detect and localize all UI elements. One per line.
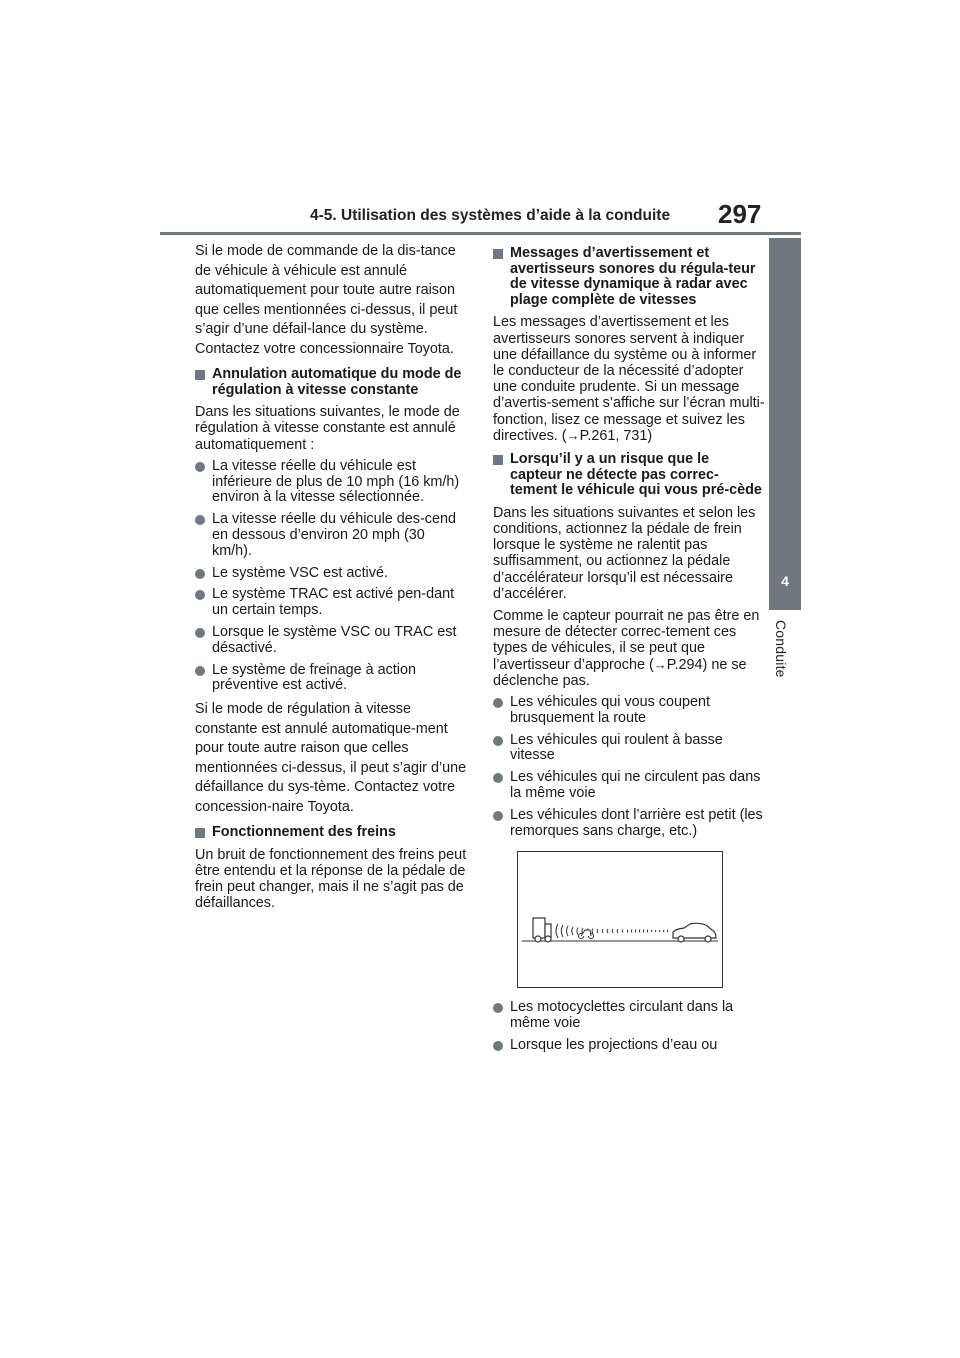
subsection-title: Fonctionnement des freins [212, 824, 396, 841]
bullet-icon [493, 1041, 503, 1051]
section-title: 4-5. Utilisation des systèmes d’aide à la conduite [310, 207, 671, 224]
chapter-number: 4 [781, 573, 789, 589]
list-item [493, 770, 765, 802]
list-item [493, 733, 765, 765]
paragraph: Dans les situations suivantes, le mode de régulation à vitesse constante est annulé automatiquement : [195, 404, 460, 453]
square-bullet-icon [195, 370, 205, 380]
square-bullet-icon [493, 455, 503, 465]
list-item [493, 1000, 765, 1032]
sensor-illustration [517, 851, 723, 988]
paragraph: Dans les situations suivantes et selon les conditions, actionnez la pédale de frein lorsque le système ne ralentit pas suffisamment, ou actionnez la pédale d’accélérateur lorsqu’il est nécessaire d’accélérer. [493, 504, 756, 602]
square-bullet-icon [195, 828, 205, 838]
truck-icon [533, 918, 551, 942]
list-item-text: Les véhicules dont l’arrière est petit (les remorques sans charge, etc.) [510, 806, 763, 839]
bullet-icon [493, 811, 503, 821]
paragraph-text: Comme le capteur pourrait ne pas être en mesure de détecter correc-tement ces types de véhicules, il se peut que l’avertisseur d’approche ( [493, 608, 760, 673]
list-item-text: Les véhicules qui roulent à basse vitesse [510, 731, 723, 764]
bullet-icon [195, 590, 205, 600]
bullet-icon [493, 773, 503, 783]
list-item-text: Les véhicules qui vous coupent brusquement la route [510, 694, 711, 726]
right-column [493, 242, 765, 1060]
list-item [195, 625, 467, 657]
list-item [195, 587, 467, 619]
subsection-title: Messages d’avertissement et avertisseurs sonores du régula-teur de vitesse dynamique à radar avec plage complète de vitesses [510, 245, 756, 308]
paragraph: Si le mode de régulation à vitesse constante est annulé automatique-ment pour toute autre raison que celles mentionnées ci-dessus, il peut s’agir d’une défaillance du sys-tème. Contactez votre concession-naire Toyota. [195, 701, 467, 815]
intro-paragraph: Si le mode de commande de la dis-tance de véhicule à véhicule est annulé automatiquement pour toute autre raison que celles mentionnées ci-dessus, il peut s’agir d’une défail-lance du système. Contactez votre concessionnaire Toyota. [195, 243, 458, 357]
page-number: 297 [718, 199, 762, 229]
chapter-tab [769, 238, 801, 610]
page-reference[interactable]: P.294) ne se déclenche pas. [493, 656, 747, 689]
arrow-right-icon: → [566, 427, 580, 443]
chapter-label: Conduite [773, 620, 789, 678]
list-item [493, 695, 765, 727]
list-item-text: Le système de freinage à action préventive est activé. [212, 661, 416, 694]
list-item [195, 459, 467, 506]
bullet-icon [195, 628, 205, 638]
square-bullet-icon [493, 249, 503, 259]
subsection-title: Annulation automatique du mode de régulation à vitesse constante [212, 366, 462, 398]
list-item-text: Le système VSC est activé. [212, 564, 388, 581]
subsection-heading-auto-cancel [195, 367, 467, 398]
header-divider [160, 232, 801, 235]
list-item-text: Les motocyclettes circulant dans la même voie [510, 999, 734, 1032]
list-item [195, 663, 467, 695]
list-item-text: La vitesse réelle du véhicule est inférieure de plus de 10 mph (16 km/h) environ à la vitesse sélectionnée. [212, 457, 460, 506]
bullet-icon [493, 1003, 503, 1013]
list-item [195, 566, 467, 582]
bullet-icon [493, 698, 503, 708]
car-icon [673, 924, 716, 943]
motorcycle-icon [579, 930, 594, 939]
list-item-text: Lorsque le système VSC ou TRAC est désactivé. [212, 623, 457, 656]
list-item-text: Le système TRAC est activé pen-dant un certain temps. [212, 586, 455, 619]
left-column [195, 242, 467, 918]
bullet-icon [493, 736, 503, 746]
arrow-right-icon: → [653, 656, 667, 672]
radar-waves [556, 924, 668, 938]
subsection-heading-brakes [195, 825, 467, 841]
paragraph: Un bruit de fonctionnement des freins peut être entendu et la réponse de la pédale de frein peut changer, mais il ne s’agit pas de défaillances. [195, 846, 467, 912]
list-item-text: Lorsque les projections d’eau ou [510, 1036, 718, 1053]
subsection-heading-warnings [493, 246, 765, 308]
list-item [493, 808, 765, 840]
bullet-icon [195, 569, 205, 579]
bullet-icon [195, 462, 205, 472]
list-item-text: Les véhicules qui ne circulent pas dans la même voie [510, 769, 761, 801]
paragraph-text: Les messages d’avertissement et les avertisseurs sonores servent à indiquer une défaillance du système ou à informer le conducteur de la nécessité d’adopter une conduite prudente. Si un message d’avertis-sement s’affiche sur l’écran multi-fonction, lisez ce message et suivez les directives. ( [493, 314, 765, 444]
paragraph [493, 314, 765, 444]
list-item [493, 1038, 765, 1054]
list-item [195, 512, 467, 559]
bullet-icon [195, 515, 205, 525]
subsection-heading-sensor-risk [493, 452, 765, 499]
radar-wave-diagram [518, 852, 722, 987]
paragraph [493, 608, 765, 689]
subsection-title: Lorsqu’il y a un risque que le capteur ne détecte pas correc-tement le véhicule qui vous pré-cède [510, 451, 762, 499]
page-reference[interactable]: P.261, 731) [579, 427, 653, 444]
bullet-icon [195, 666, 205, 676]
list-item-text: La vitesse réelle du véhicule des-cend en dessous d’environ 20 mph (30 km/h). [212, 511, 456, 559]
